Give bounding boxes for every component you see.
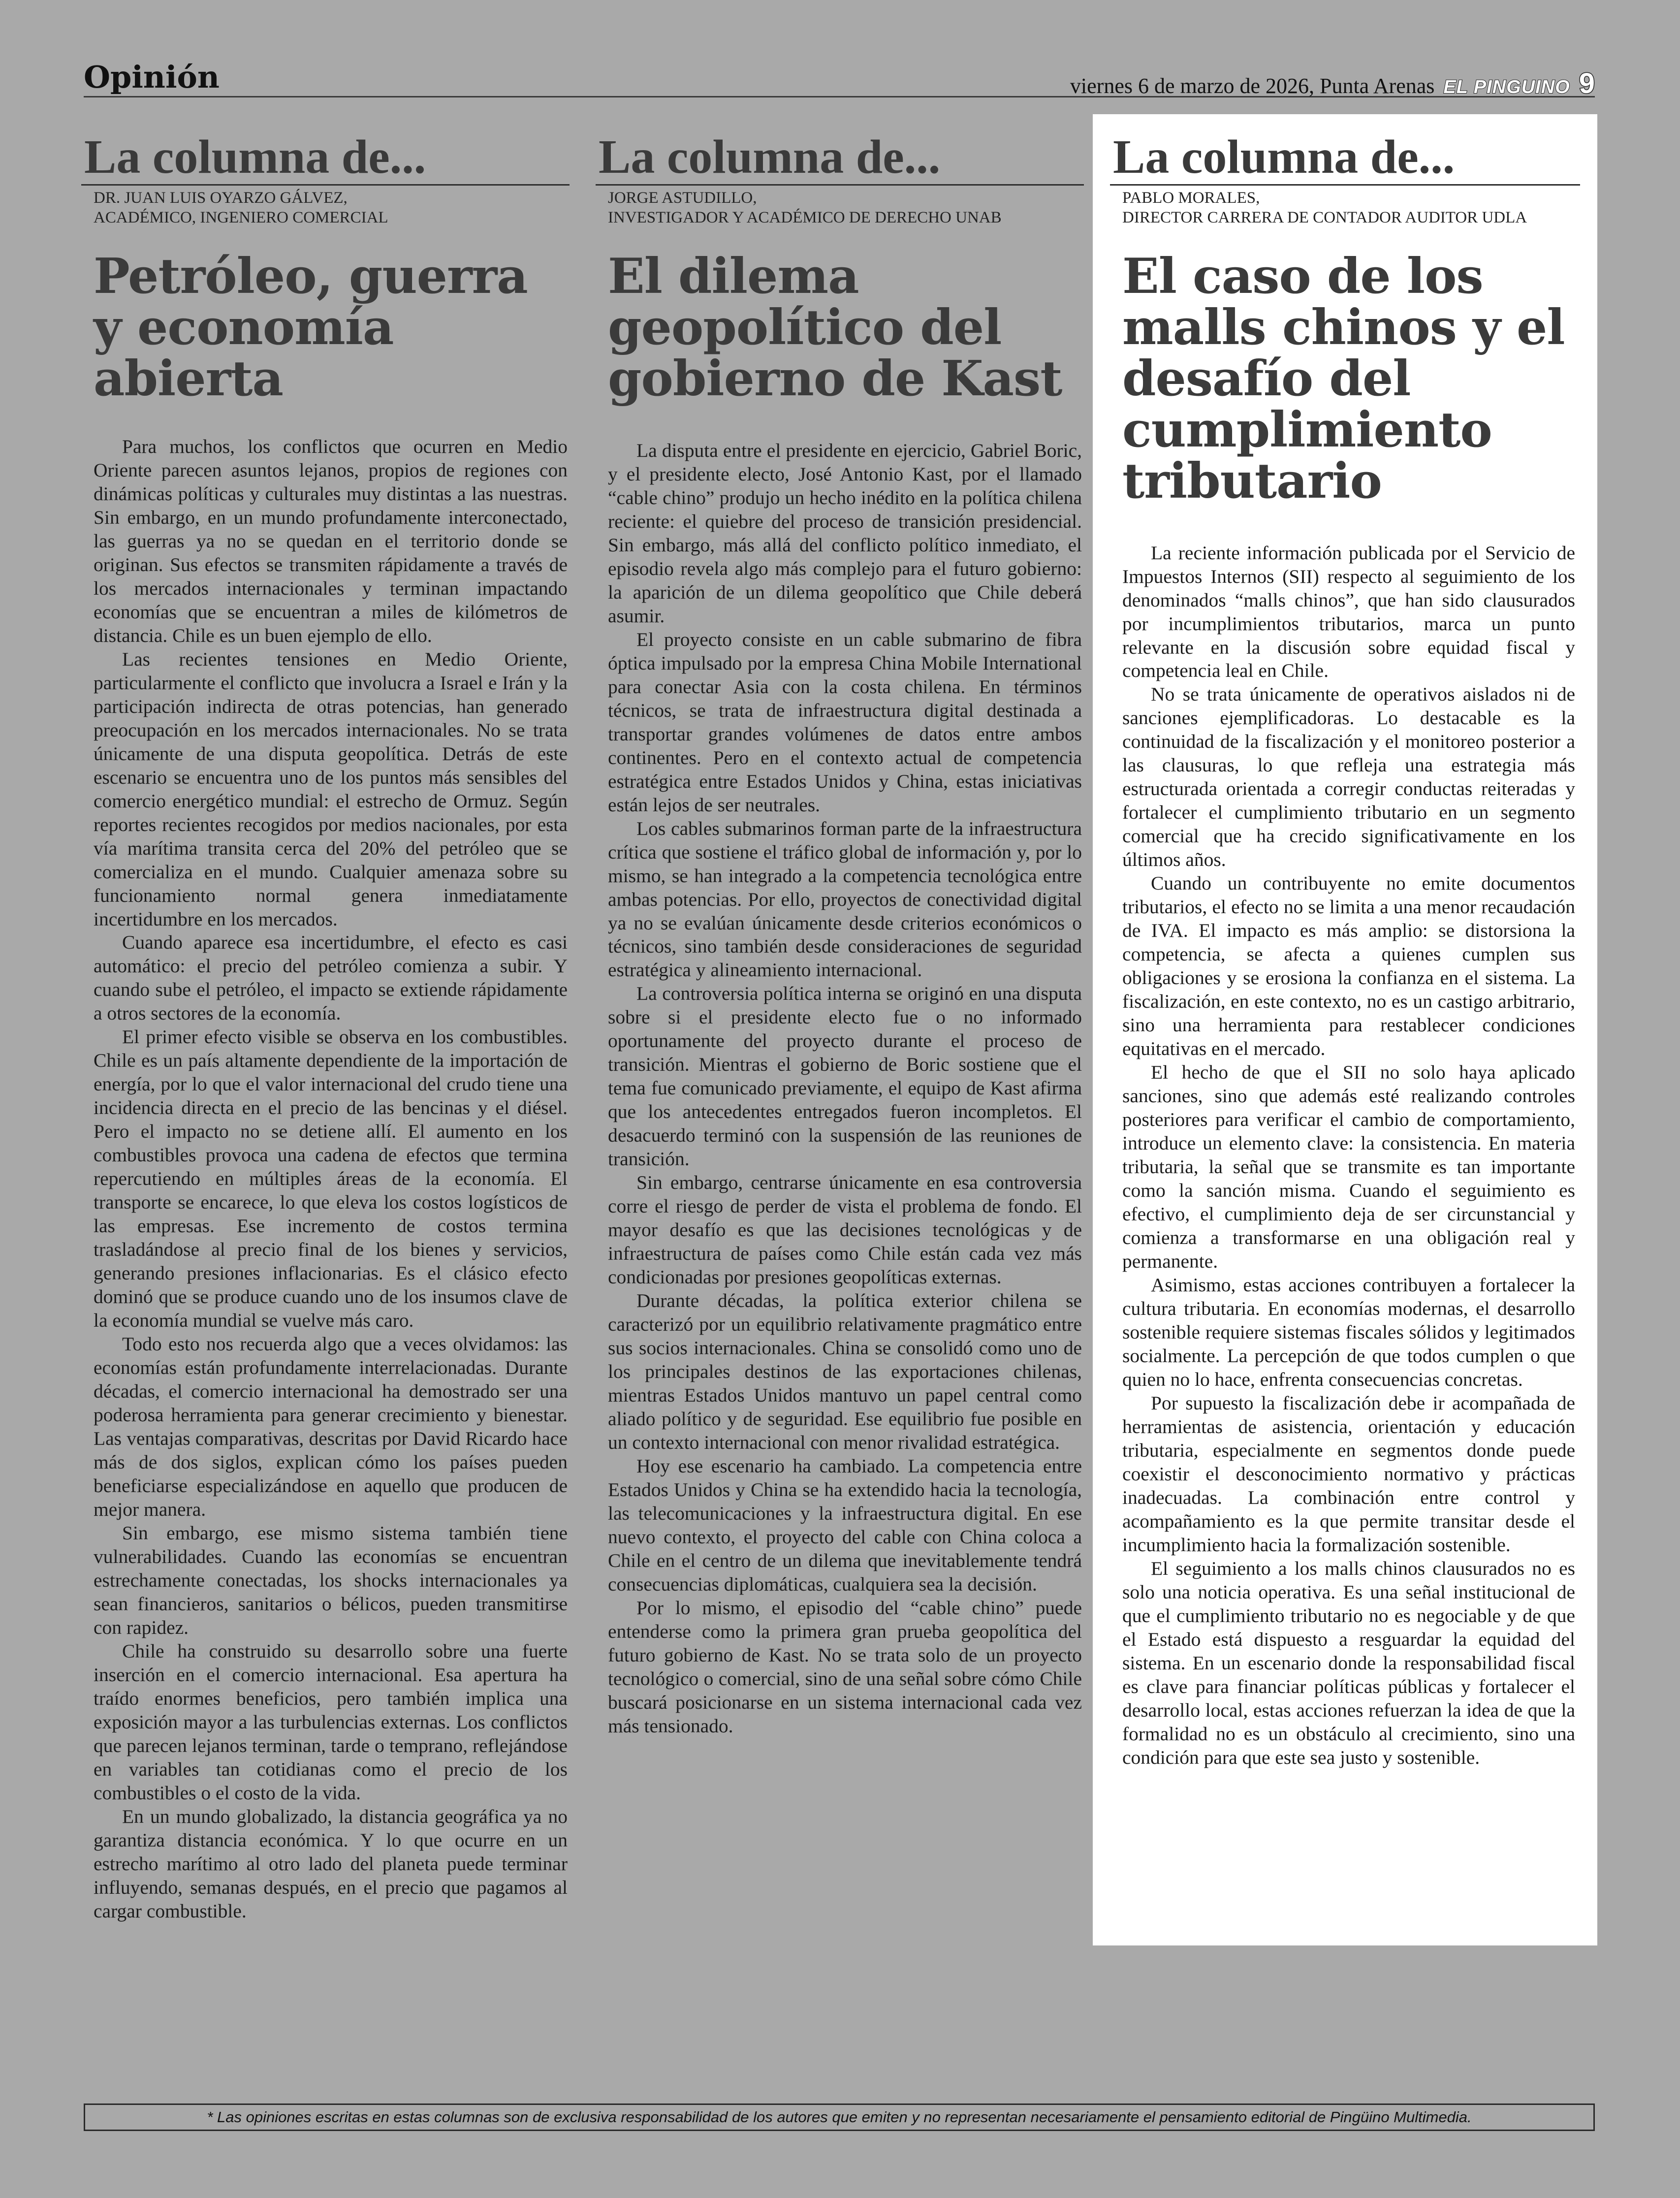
article-body bbox=[596, 439, 1084, 1738]
author-byline bbox=[596, 189, 1084, 227]
author-title: INVESTIGADOR Y ACADÉMICO DE DERECHO UNAB bbox=[608, 208, 1002, 226]
column-kicker: La columna de... bbox=[84, 130, 426, 184]
author-name: PABLO MORALES, bbox=[1122, 189, 1260, 207]
kicker-rule bbox=[1110, 184, 1580, 186]
page-number: 9 bbox=[1579, 67, 1595, 99]
paragraph: Sin embargo, ese mismo sistema también tiene vulnerabilidades. Cuando las economías se encuentran estrechamente conectadas, los shocks internacionales ya sean financieros, sanitarios o bélicos, pueden transmitirse con rapidez. bbox=[94, 1522, 568, 1639]
author-title: ACADÉMICO, INGENIERO COMERCIAL bbox=[94, 208, 388, 226]
author-byline bbox=[81, 189, 570, 227]
column-2 bbox=[596, 114, 1084, 2086]
disclaimer-footer bbox=[84, 2103, 1595, 2131]
paragraph: El seguimiento a los malls chinos clausurados no es solo una noticia operativa. Es una señal institucional de que el cumplimiento tributario no es negociable y de que el Estado está dispuesto a resguardar la equidad del sistema. En un escenario donde la responsabilidad fiscal es clave para financiar políticas públicas y fortalecer el desarrollo local, estas acciones refuerzan la idea de que la formalidad no es un obstáculo al crecimiento, sino una condición para que este sea justo y sostenible. bbox=[1122, 1557, 1575, 1768]
column-kicker: La columna de... bbox=[599, 130, 941, 184]
paragraph: Hoy ese escenario ha cambiado. La competencia entre Estados Unidos y China se ha extendido hacia la tecnología, las telecomunicaciones y la infraestructura digital. En ese nuevo contexto, el proyecto del cable con China coloca a Chile en el centro de un dilema que inevitablemente tendrá consecuencias diplomáticas, cualquiera sea la decisión. bbox=[608, 1455, 1082, 1595]
kicker-rule bbox=[596, 184, 1084, 186]
paragraph: Sin embargo, centrarse únicamente en esa controversia corre el riesgo de perder de vista el problema de fondo. El mayor desafío es que las decisiones tecnológicas y de infraestructura de países como Chile están cada vez más condicionadas por presiones geopolíticas externas. bbox=[608, 1172, 1082, 1288]
paragraph: Cuando aparece esa incertidumbre, el efecto es casi automático: el precio del petróleo comienza a subir. Y cuando sube el petróleo, el impacto se extiende rápidamente a otros sectores de la economía. bbox=[94, 931, 568, 1024]
paragraph: El proyecto consiste en un cable submarino de fibra óptica impulsado por la empresa China Mobile International para conectar Asia con la costa chilena. En términos técnicos, se trata de infraestructura digital destinada a transportar grandes volúmenes de datos entre ambos continentes. Pero en el contexto actual de competencia estratégica entre Estados Unidos y China, estas iniciativas están lejos de ser neutrales. bbox=[608, 628, 1082, 816]
paragraph: Las recientes tensiones en Medio Oriente, particularmente el conflicto que involucra a Israel e Irán y la participación indirecta de otras potencias, han generado preocupación en los mercados internacionales. No se trata únicamente de una disputa geopolítica. Detrás de este escenario se encuentra uno de los puntos más sensibles del comercio energético mundial: el estrecho de Ormuz. Según reportes recientes recogidos por medios nacionales, por esta vía marítima transita cerca del 20% del petróleo que se comercializa en el mundo. Cualquier amenaza sobre su funcionamiento normal genera inmediatamente incertidumbre en los mercados. bbox=[94, 648, 568, 930]
paragraph: Chile ha construido su desarrollo sobre una fuerte inserción en el comercio internacional. Esa apertura ha traído enormes beneficios, pero también implica una exposición mayor a las turbulencias externas. Los conflictos que parecen lejanos terminan, tarde o temprano, reflejándose en variables tan cotidianas como el precio de los combustibles o el costo de la vida. bbox=[94, 1640, 568, 1804]
author-byline bbox=[1110, 189, 1580, 227]
paragraph: Cuando un contribuyente no emite documentos tributarios, el efecto no se limita a una menor recaudación de IVA. El impacto es más amplio: se distorsiona la competencia, se afecta a quienes cumplen sus obligaciones y se erosiona la confianza en el sistema. La fiscalización, en este contexto, no es un castigo arbitrario, sino una herramienta para restablecer condiciones equitativas en el mercado. bbox=[1122, 872, 1575, 1060]
kicker-rule bbox=[81, 184, 570, 186]
paragraph: Asimismo, estas acciones contribuyen a fortalecer la cultura tributaria. En economías modernas, el desarrollo sostenible requiere sistemas fiscales sólidos y legitimados socialmente. La percepción de que todos cumplen o que quien no lo hace, enfrenta consecuencias concretas. bbox=[1122, 1274, 1575, 1391]
paragraph: Todo esto nos recuerda algo que a veces olvidamos: las economías están profundamente interrelacionadas. Durante décadas, el comercio internacional ha demostrado ser una poderosa herramienta para generar crecimiento y bienestar. Las ventajas comparativas, descritas por David Ricardo hace más de dos siglos, explican cómo los países pueden beneficiarse especializándose en aquello que producen de mejor manera. bbox=[94, 1333, 568, 1521]
date-text: viernes 6 de marzo de 2026, Punta Arenas bbox=[1070, 74, 1435, 98]
paragraph: Por lo mismo, el episodio del “cable chino” puede entenderse como la primera gran prueba geopolítica del futuro gobierno de Kast. No se trata solo de un proyecto tecnológico o comercial, sino de una señal sobre cómo Chile buscará posicionarse en un sistema internacional cada vez más tensionado. bbox=[608, 1597, 1082, 1737]
author-name: JORGE ASTUDILLO, bbox=[608, 189, 757, 207]
article-headline: El caso de los malls chinos y el desafío del cumplimiento tributario bbox=[1122, 248, 1565, 510]
newspaper-logo: EL PINGUINO bbox=[1443, 77, 1570, 97]
dateline bbox=[1070, 67, 1595, 100]
column-1 bbox=[81, 114, 570, 2086]
column-3-highlight-box bbox=[1093, 114, 1597, 1945]
paragraph: Durante décadas, la política exterior chilena se caracterizó por un equilibrio relativamente pragmático entre sus socios internacionales. China se consolidó como uno de los principales destinos de las exportaciones chilenas, mientras Estados Unidos mantuvo un papel central como aliado político y de seguridad. Ese equilibrio fue posible en un contexto internacional con menor rivalidad estratégica. bbox=[608, 1290, 1082, 1454]
paragraph: La controversia política interna se originó en una disputa sobre si el presidente electo fue o no informado oportunamente del proyecto durante el proceso de transición. Mientras el gobierno de Boric sostiene que el tema fue comunicado previamente, el equipo de Kast afirma que los antecedentes entregados fueron incompletos. El desacuerdo terminó con la suspensión de las reuniones de transición. bbox=[608, 983, 1082, 1170]
page-header bbox=[84, 58, 1595, 97]
paragraph: El primer efecto visible se observa en los combustibles. Chile es un país altamente dependiente de la importación de energía, por lo que el valor internacional del crudo tiene una incidencia directa en el precio de las bencinas y el diésel. Pero el impacto no se detiene allí. El aumento en los combustibles provoca una cadena de efectos que termina repercutiendo en múltiples áreas de la economía. El transporte se encarece, lo que eleva los costos logísticos de las empresas. Ese incremento de costos termina trasladándose al precio final de los bienes y servicios, generando presiones inflacionarias. Es el clásico efecto dominó que se produce cuando uno de los insumos clave de la economía mundial se vuelve más caro. bbox=[94, 1026, 568, 1332]
paragraph: Los cables submarinos forman parte de la infraestructura crítica que sostiene el tráfico global de información y, por lo mismo, se han integrado a la competencia tecnológica entre ambas potencias. Por ello, proyectos de conectividad digital ya no se evalúan únicamente desde criterios económicos o técnicos, sino también desde consideraciones de seguridad estratégica y alineamiento internacional. bbox=[608, 817, 1082, 981]
author-title: DIRECTOR CARRERA DE CONTADOR AUDITOR UDLA bbox=[1122, 208, 1527, 226]
paragraph: La reciente información publicada por el Servicio de Impuestos Internos (SII) respecto al seguimiento de los denominados “malls chinos”, que han sido clausurados por incumplimientos tributarios, marca un punto relevante en la discusión sobre equidad fiscal y competencia leal en Chile. bbox=[1122, 542, 1575, 682]
paragraph: En un mundo globalizado, la distancia geográfica ya no garantiza distancia económica. Y lo que ocurre en un estrecho marítimo al otro lado del planeta puede terminar influyendo, semanas después, en el precio que pagamos al cargar combustible. bbox=[94, 1805, 568, 1922]
paragraph: No se trata únicamente de operativos aislados ni de sanciones ejemplificadoras. Lo destacable es la continuidad de la fiscalización y el monitoreo posterior a las clausuras, lo que refleja una estrategia más estructurada orientada a corregir conductas reiteradas y fortalecer el cumplimiento tributario en un segmento comercial que ha crecido significativamente en los últimos años. bbox=[1122, 683, 1575, 871]
article-headline: El dilema geopolítico del gobierno de Kast bbox=[608, 248, 1062, 407]
article-body bbox=[81, 435, 570, 1923]
section-title: Opinión bbox=[84, 59, 220, 95]
paragraph: La disputa entre el presidente en ejercicio, Gabriel Boric, y el presidente electo, José Antonio Kast, por el llamado “cable chino” produjo un hecho inédito en la política chilena reciente: el quiebre del proceso de transición presidencial. Sin embargo, más allá del conflicto político inmediato, el episodio revela algo más complejo para el futuro gobierno: la aparición de un dilema geopolítico que Chile deberá asumir. bbox=[608, 439, 1082, 627]
paragraph: Para muchos, los conflictos que ocurren en Medio Oriente parecen asuntos lejanos, propios de regiones con dinámicas políticas y culturales muy distintas a las nuestras. Sin embargo, en un mundo profundamente interconectado, las guerras ya no se quedan en el territorio donde se originan. Sus efectos se transmiten rápidamente a través de los mercados internacionales y terminan impactando economías que se encuentran a miles de kilómetros de distancia. Chile es un buen ejemplo de ello. bbox=[94, 435, 568, 646]
column-kicker: La columna de... bbox=[1113, 130, 1455, 184]
article-headline: Petróleo, guerra y economía abierta bbox=[94, 248, 528, 407]
author-name: DR. JUAN LUIS OYARZO GÁLVEZ, bbox=[94, 189, 348, 207]
disclaimer-text: * Las opiniones escritas en estas columnas son de exclusiva responsabilidad de los autores que emiten y no representan necesariamente el pensamiento editorial de Pingüino Multimedia. bbox=[207, 2108, 1472, 2126]
paragraph: El hecho de que el SII no solo haya aplicado sanciones, sino que además esté realizando controles posteriores para verificar el cambio de comportamiento, introduce un elemento clave: la consistencia. En materia tributaria, la señal que se transmite es tan importante como la sanción misma. Cuando el seguimiento es efectivo, el cumplimiento deja de ser circunstancial y comienza a transformarse en una obligación real y permanente. bbox=[1122, 1061, 1575, 1273]
paragraph: Por supuesto la fiscalización debe ir acompañada de herramientas de asistencia, orientación y educación tributaria, especialmente en segmentos donde puede coexistir el desconocimiento normativo y prácticas inadecuadas. La combinación entre control y acompañamiento es la que permite transitar desde el incumplimiento hacia la formalización sostenible. bbox=[1122, 1392, 1575, 1556]
article-body bbox=[1110, 542, 1580, 1770]
